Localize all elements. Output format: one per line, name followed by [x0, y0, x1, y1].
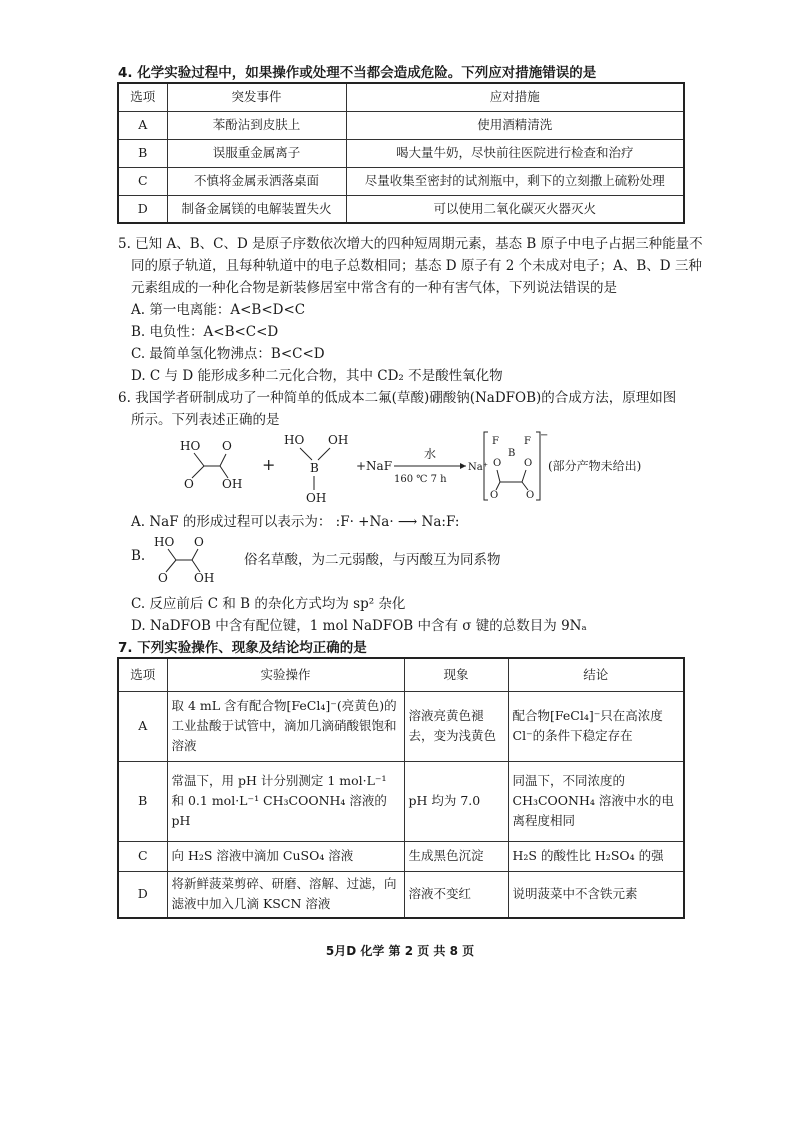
- cell: 溶液亮黄色褪去，变为浅黄色: [404, 691, 508, 761]
- svg-text:+: +: [262, 455, 276, 474]
- question-6-option-d: D. NaDFOB 中含有配位键，1 mol NaDFOB 中含有 σ 键的总数目为 9Nₐ: [131, 618, 587, 634]
- question-5-line-3: 元素组成的一种化合物是新装修居室中常含有的一种有害气体，下列说法错误的是: [131, 280, 617, 296]
- svg-text:O: O: [222, 439, 232, 453]
- svg-text:O: O: [184, 477, 194, 491]
- question-4-table: [117, 82, 685, 224]
- table-row: [118, 871, 684, 918]
- oxalic-acid-structure: [180, 439, 242, 491]
- cell: 制备金属镁的电解装置失火: [167, 195, 346, 223]
- table-row: [118, 841, 684, 871]
- question-6-line-1: 6. 我国学者研制成功了一种简单的低成本二氟(草酸)硼酸钠(NaDFOB)的合成方法，原理如图: [118, 390, 677, 406]
- question-6-option-c: C. 反应前后 C 和 B 的杂化方式均为 sp² 杂化: [131, 596, 406, 612]
- cell: pH 均为 7.0: [404, 761, 508, 841]
- cell: 生成黑色沉淀: [404, 841, 508, 871]
- cell: 向 H₂S 溶液中滴加 CuSO₄ 溶液: [167, 841, 404, 871]
- cell: D: [118, 195, 167, 223]
- reaction-scheme: [160, 428, 680, 506]
- cell: 不慎将金属汞洒落桌面: [167, 167, 346, 195]
- svg-text:OH: OH: [194, 571, 215, 584]
- dfob-anion-structure: [484, 430, 548, 501]
- header-phenomenon: 现象: [404, 658, 508, 691]
- svg-text:(部分产物未给出): (部分产物未给出): [548, 459, 642, 473]
- header-measure: 应对措施: [346, 83, 684, 111]
- question-5-option-c: C. 最简单氢化物沸点：B<C<D: [131, 346, 325, 362]
- cell: 可以使用二氧化碳灭火器灭火: [346, 195, 684, 223]
- question-4-stem: 4. 化学实验过程中，如果操作或处理不当都会造成危险。下列应对措施错误的是: [118, 65, 597, 81]
- svg-text:HO: HO: [180, 439, 201, 453]
- svg-text:OH: OH: [306, 491, 327, 505]
- table-row: [118, 195, 684, 223]
- cell: A: [118, 111, 167, 139]
- question-7-table: [117, 657, 685, 919]
- question-5-option-a: A. 第一电离能：A<B<D<C: [131, 302, 306, 318]
- svg-text:水: 水: [424, 447, 437, 461]
- oxalic-acid-structure: [150, 534, 240, 584]
- header-conclusion: 结论: [508, 658, 684, 691]
- svg-text:B: B: [310, 461, 319, 475]
- boric-acid-structure: [284, 433, 348, 505]
- cell: 取 4 mL 含有配合物[FeCl₄]⁻(亮黄色)的工业盐酸于试管中，滴加几滴硝酸银饱和溶液: [167, 691, 404, 761]
- svg-text:O: O: [493, 458, 502, 469]
- page-footer: 5月D 化学 第 2 页 共 8 页: [325, 944, 475, 958]
- svg-text:+NaF: +NaF: [356, 459, 393, 473]
- svg-text:−: −: [540, 430, 549, 441]
- question-6-option-a: [131, 510, 459, 530]
- cell: D: [118, 871, 167, 918]
- table-row: [118, 167, 684, 195]
- header-operation: 实验操作: [167, 658, 404, 691]
- cell: 配合物[FeCl₄]⁻只在高浓度Cl⁻的条件下稳定存在: [508, 691, 684, 761]
- option-a-text: A. NaF 的形成过程可以表示为：: [131, 514, 332, 530]
- svg-text:OH: OH: [222, 477, 243, 491]
- question-6-option-b-label: B.: [131, 548, 146, 564]
- cell: B: [118, 761, 167, 841]
- table-row: [118, 139, 684, 167]
- table-row: [118, 761, 684, 841]
- svg-text:HO: HO: [154, 535, 175, 549]
- question-5-line-1: 5. 已知 A、B、C、D 是原子序数依次增大的四种短周期元素，基态 B 原子中电子占据三种能量不: [118, 236, 703, 252]
- naf-formation-formula: :F· +Na· ⟶ Na:F:: [335, 514, 460, 530]
- cell: H₂S 的酸性比 H₂SO₄ 的强: [508, 841, 684, 871]
- header-event: 突发事件: [167, 83, 346, 111]
- question-6-line-2: 所示。下列表述正确的是: [131, 412, 280, 428]
- svg-text:Na⁺: Na⁺: [468, 462, 488, 473]
- svg-text:O: O: [490, 490, 499, 501]
- cell: C: [118, 841, 167, 871]
- question-7-stem: 7. 下列实验操作、现象及结论均正确的是: [118, 640, 367, 656]
- cell: 误服重金属离子: [167, 139, 346, 167]
- cell: 喝大量牛奶，尽快前往医院进行检查和治疗: [346, 139, 684, 167]
- cell: B: [118, 139, 167, 167]
- svg-text:O: O: [194, 535, 204, 549]
- cell: 苯酚沾到皮肤上: [167, 111, 346, 139]
- cell: 说明菠菜中不含铁元素: [508, 871, 684, 918]
- svg-text:O: O: [524, 458, 533, 469]
- table-row: [118, 111, 684, 139]
- svg-text:160 ℃ 7 h: 160 ℃ 7 h: [394, 474, 447, 485]
- svg-text:OH: OH: [328, 433, 349, 447]
- cell: 溶液不变红: [404, 871, 508, 918]
- svg-text:F: F: [492, 436, 499, 447]
- question-5-option-d: D. C 与 D 能形成多种二元化合物，其中 CD₂ 不是酸性氧化物: [131, 368, 503, 384]
- cell: C: [118, 167, 167, 195]
- header-option: 选项: [118, 658, 167, 691]
- question-6-option-b-text: 俗名草酸，为二元弱酸，与丙酸互为同系物: [244, 552, 501, 568]
- question-5-option-b: B. 电负性：A<B<C<D: [131, 324, 279, 340]
- svg-text:HO: HO: [284, 433, 305, 447]
- cell: 常温下，用 pH 计分别测定 1 mol·L⁻¹ 和 0.1 mol·L⁻¹ CH₃COONH₄ 溶液的 pH: [167, 761, 404, 841]
- header-option: 选项: [118, 83, 167, 111]
- cell: A: [118, 691, 167, 761]
- cell: 同温下，不同浓度的 CH₃COONH₄ 溶液中水的电离程度相同: [508, 761, 684, 841]
- cell: 将新鲜菠菜剪碎、研磨、溶解、过滤，向滤液中加入几滴 KSCN 溶液: [167, 871, 404, 918]
- svg-text:F: F: [524, 436, 531, 447]
- svg-text:B: B: [508, 448, 516, 459]
- cell: 使用酒精清洗: [346, 111, 684, 139]
- table-row: [118, 691, 684, 761]
- svg-text:O: O: [158, 571, 168, 584]
- cell: 尽量收集至密封的试剂瓶中，剩下的立刻撒上硫粉处理: [346, 167, 684, 195]
- question-5-line-2: 同的原子轨道，且每种轨道中的电子总数相同；基态 D 原子有 2 个未成对电子；A、B、D 三种: [131, 258, 702, 274]
- svg-text:O: O: [526, 490, 535, 501]
